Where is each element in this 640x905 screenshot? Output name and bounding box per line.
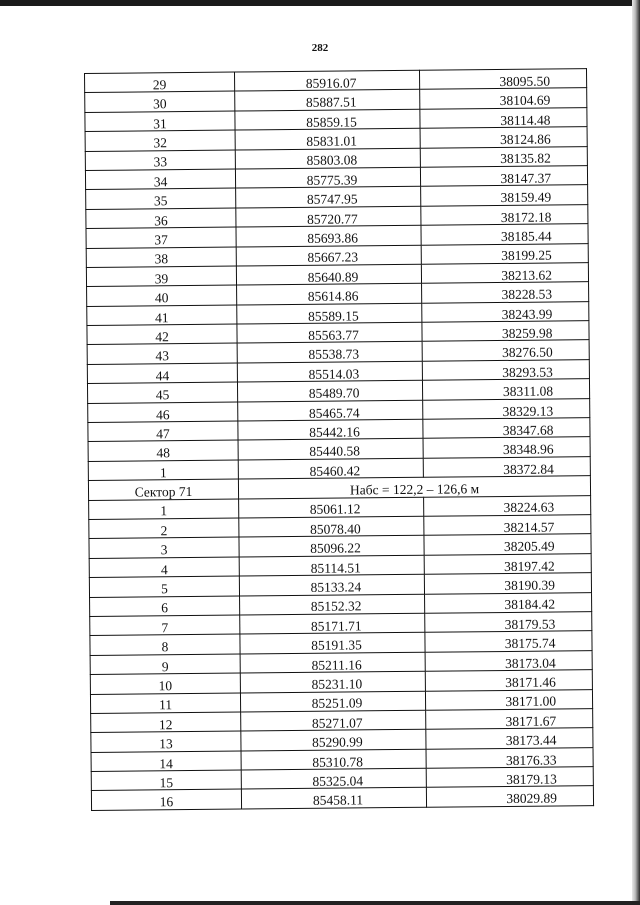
x-coordinate-cell: 85859.15 bbox=[235, 109, 420, 130]
y-coordinate-cell: 38104.69 bbox=[420, 88, 587, 109]
y-coordinate-cell: 38029.89 bbox=[426, 786, 593, 807]
point-number-cell: 34 bbox=[85, 169, 235, 190]
point-number-cell: 47 bbox=[88, 421, 238, 442]
y-coordinate-cell: 38205.49 bbox=[424, 534, 591, 555]
point-number-cell: 42 bbox=[87, 324, 237, 345]
x-coordinate-cell: 85440.58 bbox=[238, 439, 423, 460]
point-number-cell: 43 bbox=[87, 344, 237, 365]
scan-border-top bbox=[0, 0, 640, 6]
point-number-cell: 3 bbox=[89, 537, 239, 558]
x-coordinate-cell: 85538.73 bbox=[237, 342, 422, 363]
coordinates-table bbox=[84, 68, 594, 811]
point-number-cell: 31 bbox=[85, 111, 235, 132]
x-coordinate-cell: 85171.71 bbox=[240, 613, 425, 634]
y-coordinate-cell: 38348.96 bbox=[423, 437, 590, 458]
x-coordinate-cell: 85589.15 bbox=[237, 303, 422, 324]
y-coordinate-cell: 38179.53 bbox=[425, 612, 592, 633]
point-number-cell: 4 bbox=[89, 557, 239, 578]
point-number-cell: 40 bbox=[87, 285, 237, 306]
point-number-cell: 38 bbox=[86, 247, 236, 268]
x-coordinate-cell: 85720.77 bbox=[236, 206, 421, 227]
x-coordinate-cell: 85640.89 bbox=[236, 264, 421, 285]
point-number-cell: 12 bbox=[91, 712, 241, 733]
x-coordinate-cell: 85458.11 bbox=[241, 788, 426, 809]
y-coordinate-cell: 38311.08 bbox=[422, 379, 589, 400]
coordinates-table-container bbox=[84, 68, 593, 811]
y-coordinate-cell: 38259.98 bbox=[422, 321, 589, 342]
point-number-cell: 11 bbox=[90, 693, 240, 714]
point-number-cell: 13 bbox=[91, 731, 241, 752]
y-coordinate-cell: 38173.04 bbox=[425, 650, 592, 671]
y-coordinate-cell: 38176.33 bbox=[426, 747, 593, 768]
y-coordinate-cell: 38124.86 bbox=[420, 127, 587, 148]
x-coordinate-cell: 85251.09 bbox=[240, 691, 425, 712]
x-coordinate-cell: 85211.16 bbox=[240, 652, 425, 673]
x-coordinate-cell: 85489.70 bbox=[237, 381, 422, 402]
point-number-cell: 39 bbox=[86, 266, 236, 287]
y-coordinate-cell: 38224.63 bbox=[424, 495, 591, 516]
x-coordinate-cell: 85460.42 bbox=[238, 458, 423, 479]
x-coordinate-cell: 85693.86 bbox=[236, 225, 421, 246]
point-number-cell: 44 bbox=[87, 363, 237, 384]
point-number-cell: 7 bbox=[90, 615, 240, 636]
page-number: 282 bbox=[311, 42, 329, 54]
y-coordinate-cell: 38135.82 bbox=[420, 146, 587, 167]
y-coordinate-cell: 38171.00 bbox=[425, 689, 592, 710]
y-coordinate-cell: 38214.57 bbox=[424, 515, 591, 536]
x-coordinate-cell: 85803.08 bbox=[235, 148, 420, 169]
point-number-cell: 45 bbox=[87, 382, 237, 403]
point-number-cell: 30 bbox=[85, 91, 235, 112]
point-number-cell: 37 bbox=[86, 227, 236, 248]
point-number-cell: 6 bbox=[90, 596, 240, 617]
point-number-cell: 16 bbox=[91, 789, 241, 810]
x-coordinate-cell: 85916.07 bbox=[234, 70, 419, 91]
point-number-cell: 1 bbox=[89, 499, 239, 520]
x-coordinate-cell: 85747.95 bbox=[236, 187, 421, 208]
x-coordinate-cell: 85114.51 bbox=[239, 555, 424, 576]
y-coordinate-cell: 38185.44 bbox=[421, 224, 588, 245]
point-number-cell: 33 bbox=[85, 150, 235, 171]
point-number-cell: 14 bbox=[91, 751, 241, 772]
y-coordinate-cell: 38175.74 bbox=[425, 631, 592, 652]
x-coordinate-cell: 85078.40 bbox=[239, 516, 424, 537]
y-coordinate-cell: 38372.84 bbox=[423, 456, 590, 477]
point-number-cell: 15 bbox=[91, 770, 241, 791]
x-coordinate-cell: 85887.51 bbox=[235, 90, 420, 111]
x-coordinate-cell: 85231.10 bbox=[240, 671, 425, 692]
y-coordinate-cell: 38173.44 bbox=[426, 728, 593, 749]
point-number-cell: 10 bbox=[90, 673, 240, 694]
x-coordinate-cell: 85514.03 bbox=[237, 361, 422, 382]
rows-after-sector bbox=[89, 495, 594, 810]
point-number-cell: 48 bbox=[88, 440, 238, 461]
y-coordinate-cell: 38276.50 bbox=[422, 340, 589, 361]
rows-before-sector bbox=[85, 69, 591, 481]
point-number-cell: 46 bbox=[88, 402, 238, 423]
y-coordinate-cell: 38147.37 bbox=[420, 166, 587, 187]
point-number-cell: 36 bbox=[86, 208, 236, 229]
x-coordinate-cell: 85442.16 bbox=[238, 419, 423, 440]
sector-elevation-note: Набс = 122,2 – 126,6 м bbox=[238, 476, 590, 499]
scan-border-right bbox=[632, 0, 640, 905]
point-number-cell: 5 bbox=[89, 576, 239, 597]
x-coordinate-cell: 85325.04 bbox=[241, 768, 426, 789]
y-coordinate-cell: 38197.42 bbox=[424, 553, 591, 574]
y-coordinate-cell: 38329.13 bbox=[423, 398, 590, 419]
point-number-cell: 2 bbox=[89, 518, 239, 539]
x-coordinate-cell: 85775.39 bbox=[235, 167, 420, 188]
point-number-cell: 1 bbox=[88, 460, 238, 481]
x-coordinate-cell: 85667.23 bbox=[236, 245, 421, 266]
y-coordinate-cell: 38199.25 bbox=[421, 243, 588, 264]
x-coordinate-cell: 85061.12 bbox=[239, 497, 424, 518]
x-coordinate-cell: 85133.24 bbox=[239, 574, 424, 595]
y-coordinate-cell: 38184.42 bbox=[425, 592, 592, 613]
x-coordinate-cell: 85096.22 bbox=[239, 536, 424, 557]
x-coordinate-cell: 85152.32 bbox=[240, 594, 425, 615]
y-coordinate-cell: 38171.46 bbox=[425, 670, 592, 691]
point-number-cell: 35 bbox=[86, 188, 236, 209]
y-coordinate-cell: 38172.18 bbox=[421, 204, 588, 225]
y-coordinate-cell: 38190.39 bbox=[424, 573, 591, 594]
x-coordinate-cell: 85465.74 bbox=[238, 400, 423, 421]
x-coordinate-cell: 85271.07 bbox=[241, 710, 426, 731]
y-coordinate-cell: 38243.99 bbox=[422, 301, 589, 322]
point-number-cell: 29 bbox=[85, 72, 235, 93]
y-coordinate-cell: 38179.13 bbox=[426, 767, 593, 788]
y-coordinate-cell: 38114.48 bbox=[420, 107, 587, 128]
point-number-cell: 41 bbox=[87, 305, 237, 326]
x-coordinate-cell: 85563.77 bbox=[237, 322, 422, 343]
y-coordinate-cell: 38228.53 bbox=[422, 282, 589, 303]
sector-label: Сектор 71 bbox=[88, 479, 238, 500]
point-number-cell: 8 bbox=[90, 634, 240, 655]
point-number-cell: 9 bbox=[90, 654, 240, 675]
y-coordinate-cell: 38293.53 bbox=[422, 360, 589, 381]
x-coordinate-cell: 85831.01 bbox=[235, 128, 420, 149]
x-coordinate-cell: 85310.78 bbox=[241, 749, 426, 770]
x-coordinate-cell: 85191.35 bbox=[240, 633, 425, 654]
scan-border-bottom bbox=[110, 901, 640, 905]
point-number-cell: 32 bbox=[85, 130, 235, 151]
y-coordinate-cell: 38213.62 bbox=[421, 263, 588, 284]
y-coordinate-cell: 38095.50 bbox=[419, 69, 586, 90]
y-coordinate-cell: 38347.68 bbox=[423, 418, 590, 439]
y-coordinate-cell: 38159.49 bbox=[421, 185, 588, 206]
x-coordinate-cell: 85614.86 bbox=[237, 284, 422, 305]
x-coordinate-cell: 85290.99 bbox=[241, 730, 426, 751]
y-coordinate-cell: 38171.67 bbox=[426, 709, 593, 730]
